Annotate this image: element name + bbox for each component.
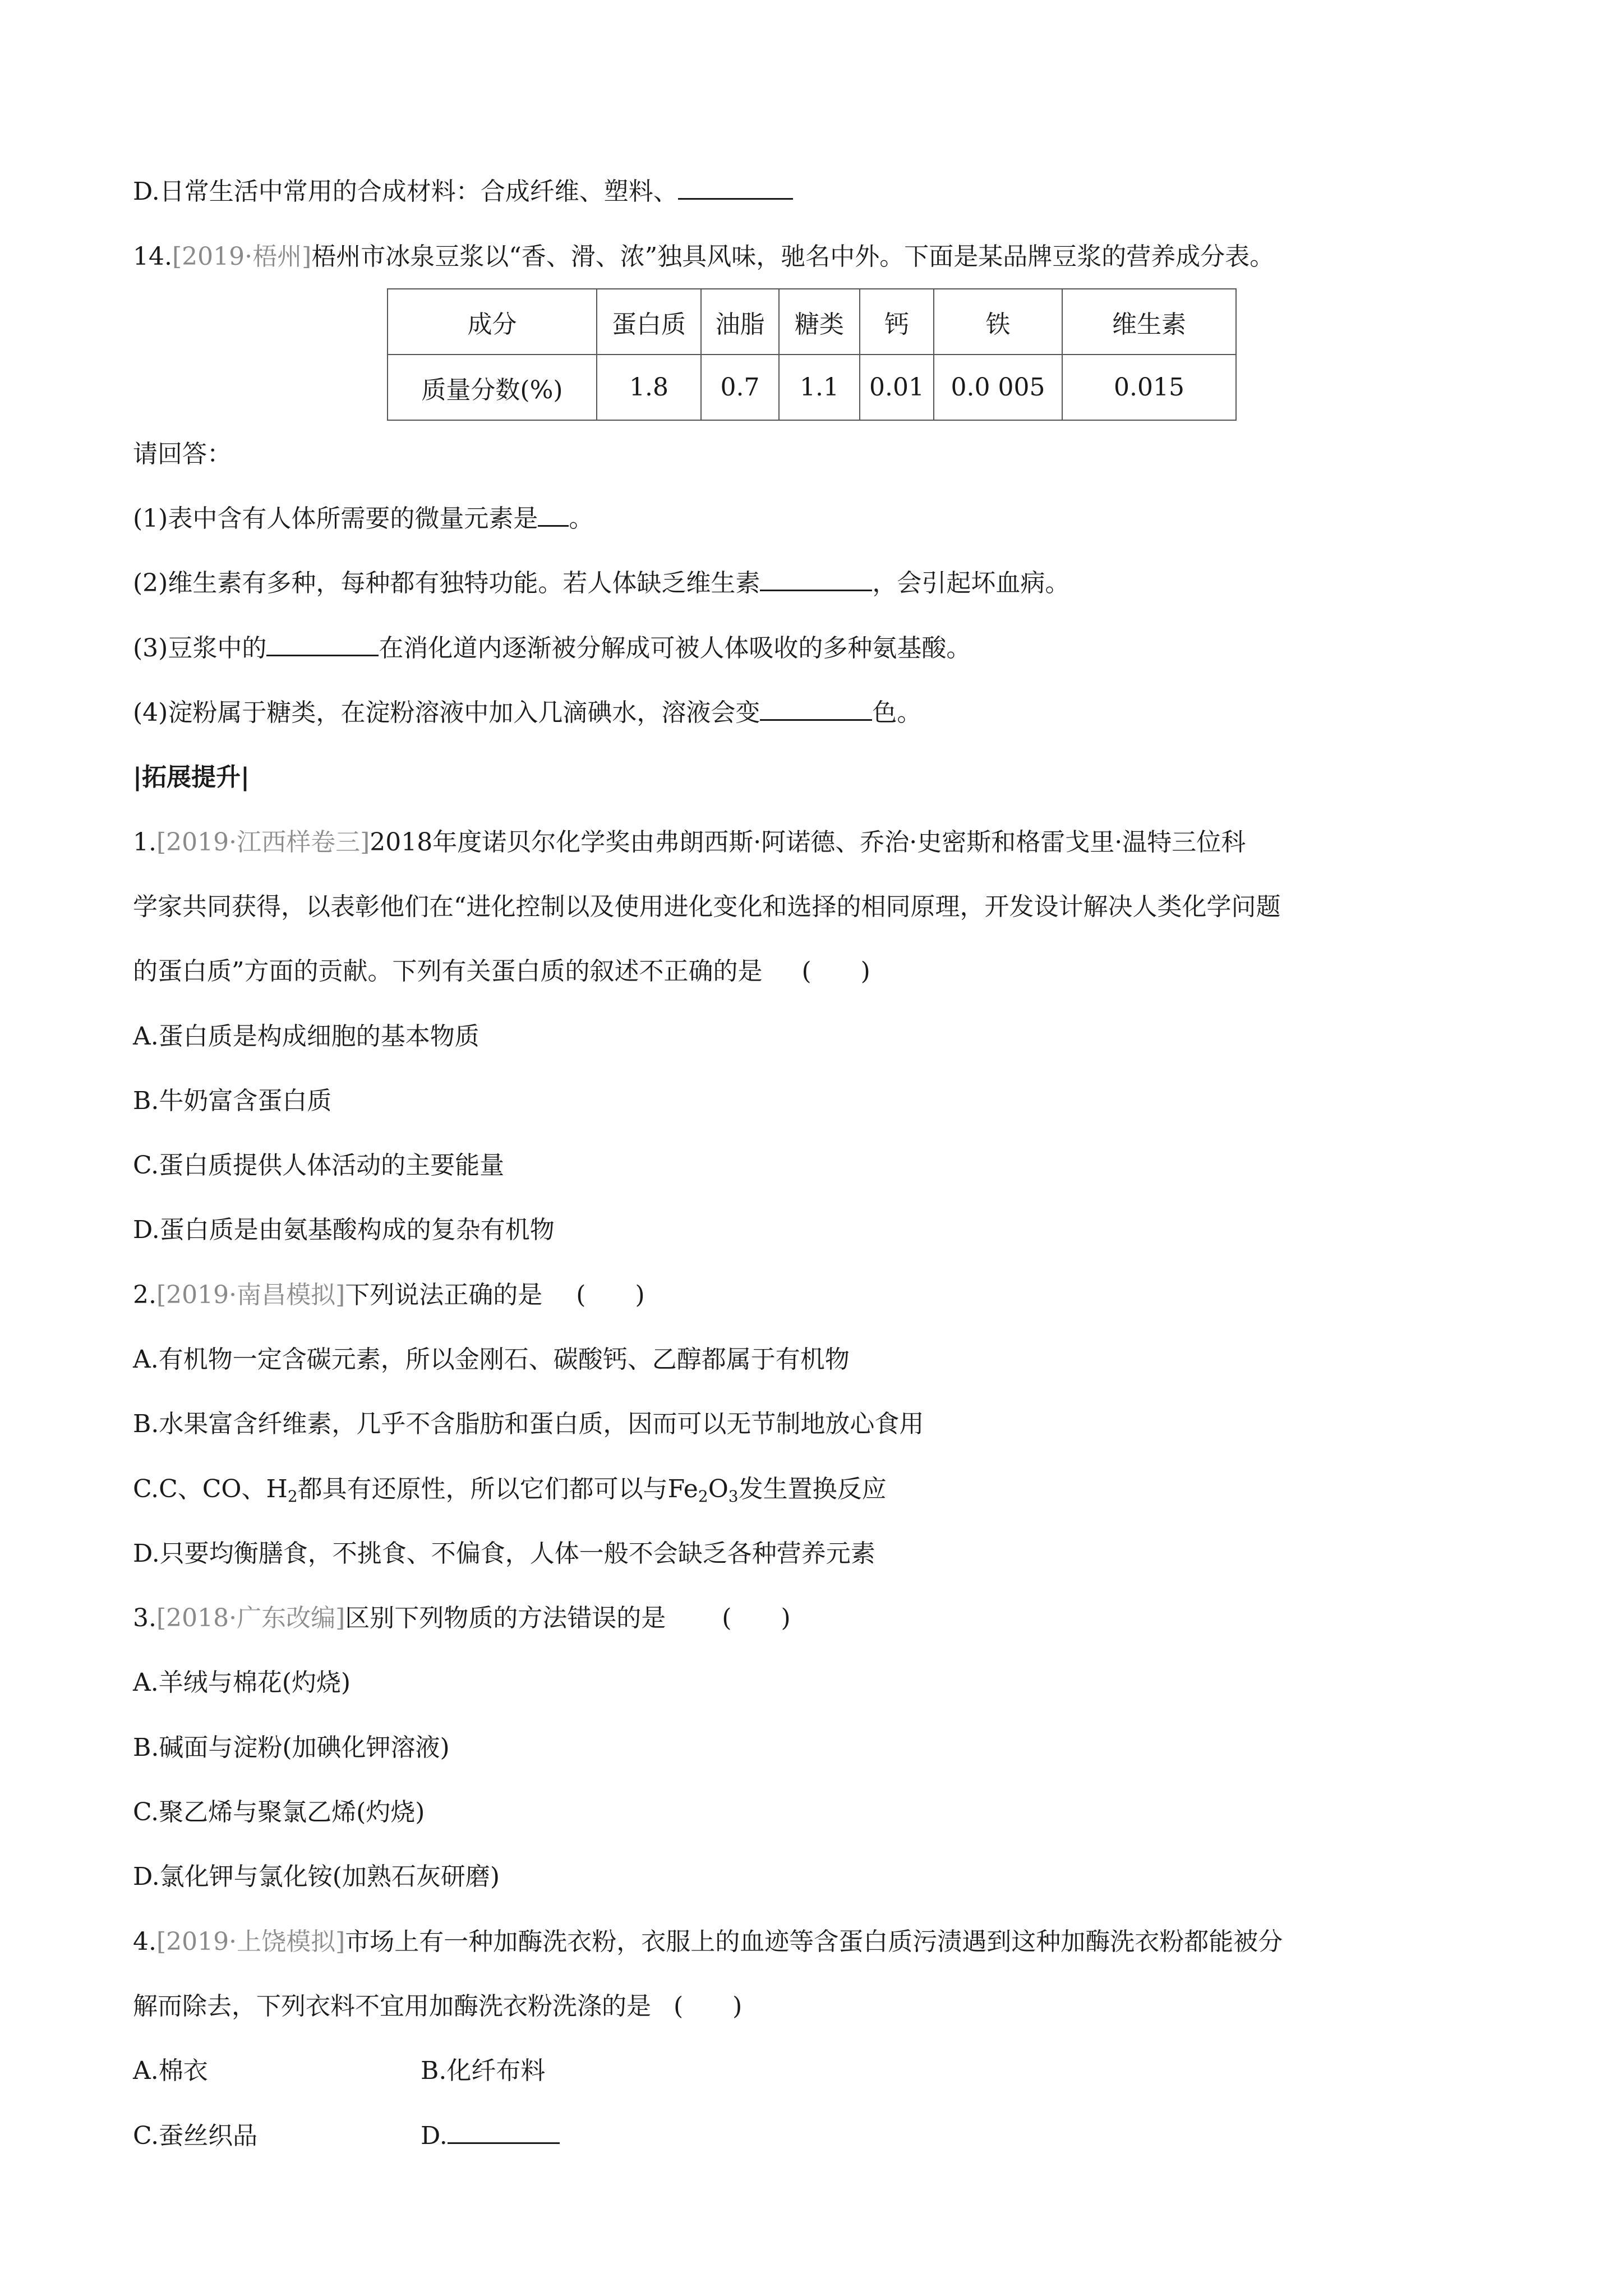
option-b: B.化纤布料	[421, 2056, 546, 2085]
answer-paren[interactable]: ( )	[801, 957, 870, 986]
answer-blank[interactable]	[448, 2120, 560, 2144]
question-14-stem: 14.[2019·梧州]梧州市冰泉豆浆以“香、滑、浓”独具风味，驰名中外。下面是某品牌豆浆的营养成分表。	[133, 242, 1275, 271]
option-a: A.棉衣	[133, 2056, 208, 2085]
question-source: [2019·上饶模拟]	[156, 1927, 345, 1956]
table-header-cell: 油脂	[701, 289, 779, 355]
table-row	[388, 289, 1236, 355]
table-cell: 1.8	[597, 355, 701, 420]
option-b: B.水果富含纤维素，几乎不含脂肪和蛋白质，因而可以无节制地放心食用	[133, 1410, 924, 1438]
option-a: A.羊绒与棉花(灼烧)	[133, 1668, 351, 1697]
answer-blank[interactable]	[266, 632, 379, 656]
table-cell: 0.7	[701, 355, 779, 420]
table-row	[388, 355, 1236, 420]
answer-prompt: 请回答：	[133, 440, 232, 468]
option-c: C.蛋白质提供人体活动的主要能量	[133, 1151, 505, 1180]
question-source: [2019·江西样卷三]	[156, 828, 370, 857]
table-header-cell: 蛋白质	[597, 289, 701, 355]
table-header-cell: 成分	[388, 289, 597, 355]
section-title: |拓展提升|	[133, 763, 250, 792]
sub-question-3: (3)豆浆中的 在消化道内逐渐被分解成可被人体吸收的多种氨基酸。	[133, 632, 971, 665]
table-cell: 0.015	[1062, 355, 1236, 420]
question-source: [2018·广东改编]	[156, 1604, 345, 1632]
option-b: B.碱面与淀粉(加碘化钾溶液)	[133, 1733, 450, 1762]
option-a: A.蛋白质是构成细胞的基本物质	[133, 1022, 479, 1051]
sub-question-4: (4)淀粉属于糖类，在淀粉溶液中加入几滴碘水，溶液会变 色。	[133, 696, 921, 730]
ext-question-4-stem: 4.[2019·上饶模拟]市场上有一种加酶洗衣粉，衣服上的血迹等含蛋白质污渍遇到这种加酶洗衣粉都能被分	[133, 1927, 1283, 1956]
option-c: C.C、CO、$H_2$都具有还原性，所以它们都可以与$Fe_2O_3$发生置换反应	[133, 1475, 887, 1506]
answer-blank[interactable]	[678, 176, 793, 200]
table-cell: 1.1	[779, 355, 860, 420]
option-d: D.只要均衡膳食，不挑食、不偏食，人体一般不会缺乏各种营养元素	[133, 1539, 875, 1568]
table-header-cell: 铁	[934, 289, 1062, 355]
answer-paren[interactable]: ( )	[674, 1992, 743, 2021]
ext-question-4-stem-cont: 解而除去，下列衣料不宜用加酶洗衣粉洗涤的是 ( )	[133, 1990, 742, 2023]
ext-question-1-stem-cont: 学家共同获得，以表彰他们在“进化控制以及使用进化变化和选择的相同原理，开发设计解决人类化学问题	[133, 892, 1281, 921]
option-d: D.	[421, 2119, 560, 2153]
sub-question-2: (2)维生素有多种，每种都有独特功能。若人体缺乏维生素 ，会引起坏血病。	[133, 567, 1069, 600]
answer-paren[interactable]: ( )	[722, 1604, 791, 1632]
table-cell: 0.01	[860, 355, 934, 420]
option-a: A.有机物一定含碳元素，所以金刚石、碳酸钙、乙醇都属于有机物	[133, 1345, 850, 1374]
answer-blank[interactable]	[760, 697, 872, 721]
ext-question-2-stem: 2.[2019·南昌模拟]下列说法正确的是 ( )	[133, 1278, 645, 1312]
question-source: [2019·南昌模拟]	[156, 1281, 345, 1309]
answer-blank[interactable]	[538, 503, 569, 527]
option-d: D.氯化钾与氯化铵(加熟石灰研磨)	[133, 1862, 500, 1891]
ext-question-3-stem: 3.[2018·广东改编]区别下列物质的方法错误的是 ( )	[133, 1602, 791, 1635]
table-header-cell: 维生素	[1062, 289, 1236, 355]
nutrition-table	[387, 288, 1237, 421]
question-source: [2019·梧州]	[172, 242, 312, 271]
option-c: C.聚乙烯与聚氯乙烯(灼烧)	[133, 1798, 425, 1826]
ext-question-1-stem-end: 的蛋白质”方面的贡献。下列有关蛋白质的叙述不正确的是 ( )	[133, 955, 870, 988]
table-header-cell: 糖类	[779, 289, 860, 355]
answer-paren[interactable]: ( )	[576, 1281, 645, 1309]
table-header-cell: 钙	[860, 289, 934, 355]
answer-blank[interactable]	[760, 567, 872, 591]
sub-question-1: (1)表中含有人体所需要的微量元素是 。	[133, 502, 593, 536]
table-cell: 质量分数(%)	[388, 355, 597, 420]
table-cell: 0.0 005	[934, 355, 1062, 420]
option-c: C.蚕丝织品	[133, 2122, 258, 2150]
option-d: D.蛋白质是由氨基酸构成的复杂有机物	[133, 1216, 555, 1244]
option-d-line: D.日常生活中常用的合成材料：合成纤维、塑料、	[133, 175, 793, 209]
ext-question-1-stem: 1.[2019·江西样卷三]2018年度诺贝尔化学奖由弗朗西斯·阿诺德、乔治·史密斯和格雷戈里·温特三位科	[133, 828, 1246, 857]
option-b: B.牛奶富含蛋白质	[133, 1087, 332, 1115]
